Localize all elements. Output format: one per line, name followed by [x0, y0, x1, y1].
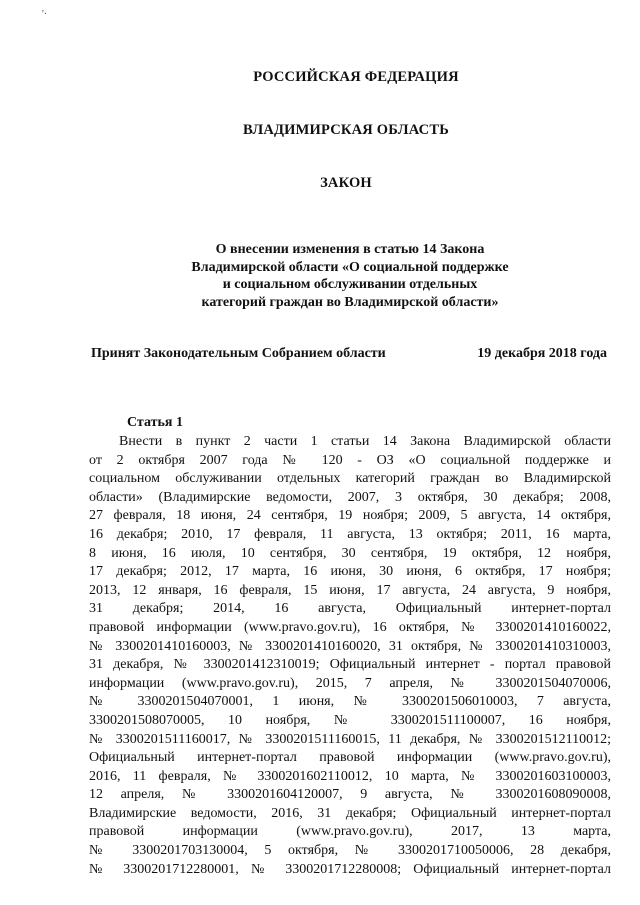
region-heading: ВЛАДИМИРСКАЯ ОБЛАСТЬ	[243, 122, 449, 138]
law-title-line: О внесении изменения в статью 14 Закона	[215, 242, 485, 257]
doc-type-heading: ЗАКОН	[320, 175, 372, 191]
article-title: Статья 1	[127, 415, 183, 430]
country-heading: РОССИЙСКАЯ ФЕДЕРАЦИЯ	[253, 69, 459, 85]
body-line: 12 апреля, № 3300201604120007, 9 августа, № 3300201608090008,	[89, 787, 611, 803]
body-line: Внести в пункт 2 части 1 статьи 14 Закона Владимирской области	[119, 434, 611, 449]
law-title	[150, 241, 550, 311]
adopted-by: Принят Законодательным Собранием области	[91, 346, 386, 361]
body-line: от 2 октября 2007 года № 120 - ОЗ «О социальной поддержке и	[89, 452, 611, 468]
body-line: 2013, 12 января, 16 февраля, 15 июня, 17 августа, 24 августа, 9 ноября,	[89, 582, 611, 598]
body-line: правовой информации (www.pravo.gov.ru), 2017, 13 марта,	[89, 824, 611, 840]
body-line: № 3300201504070001, 1 июня, № 3300201506010003, 7 августа,	[89, 694, 611, 710]
law-title-line: и социальном обслуживании отдельных	[222, 277, 478, 292]
body-line: № 3300201511160017, № 3300201511160015, 11 декабря, № 3300201512110012;	[89, 731, 611, 747]
body-line: № 3300201703130004, 5 октября, № 3300201710050006, 28 декабря,	[89, 843, 611, 859]
body-line: области» (Владимирские ведомости, 2007, 3 октября, 30 декабря; 2008,	[89, 489, 611, 505]
body-line: Владимирские ведомости, 2016, 31 декабря; Официальный интернет-портал	[89, 805, 611, 821]
body-line: № 3300201410160003, № 3300201410160020, 31 октября, № 3300201410310003,	[89, 638, 611, 654]
body-line: 8 июня, 16 июля, 10 сентября, 30 сентября, 19 октября, 12 ноября,	[89, 545, 611, 561]
body-line: 2016, 11 февраля, № 3300201602110012, 10 марта, № 3300201603100003,	[89, 768, 611, 784]
body-line: 3300201508070005, 10 ноября, № 3300201511100007, 16 ноября,	[89, 712, 611, 728]
body-line: социальном обслуживании отдельных категорий граждан во Владимирской	[89, 471, 611, 487]
body-line: 17 декабря; 2012, 17 марта, 16 июня, 30 июня, 6 октября, 17 ноября;	[89, 564, 611, 580]
law-title-line: категорий граждан во Владимирской области»	[201, 294, 499, 310]
body-line: 31 декабря; 2014, 16 августа, Официальный интернет-портал	[89, 601, 611, 617]
body-line: 27 февраля, 18 июня, 24 сентября, 19 ноября; 2009, 5 августа, 14 октября,	[89, 508, 611, 524]
body-line: 31 декабря, № 3300201412310019; Официальный интернет - портал правовой	[89, 657, 611, 673]
adopted-date: 19 декабря 2018 года	[477, 346, 607, 361]
body-line: информации (www.pravo.gov.ru), 2015, 7 апреля, № 3300201504070006,	[89, 675, 611, 691]
body-line: правовой информации (www.pravo.gov.ru), 16 октября, № 3300201410160022,	[89, 619, 611, 635]
body-line: Официальный интернет-портал правовой информации (www.pravo.gov.ru),	[89, 750, 611, 766]
law-title-line: Владимирской области «О социальной поддержке	[191, 259, 509, 275]
body-line: № 3300201712280001, № 3300201712280008; Официальный интернет-портал	[89, 861, 611, 877]
article-body	[89, 433, 611, 879]
scan-mark: '·	[42, 9, 48, 20]
adoption-line	[91, 346, 607, 362]
body-line: 16 декабря; 2010, 17 февраля, 11 августа, 13 октября; 2011, 16 марта,	[89, 526, 611, 542]
